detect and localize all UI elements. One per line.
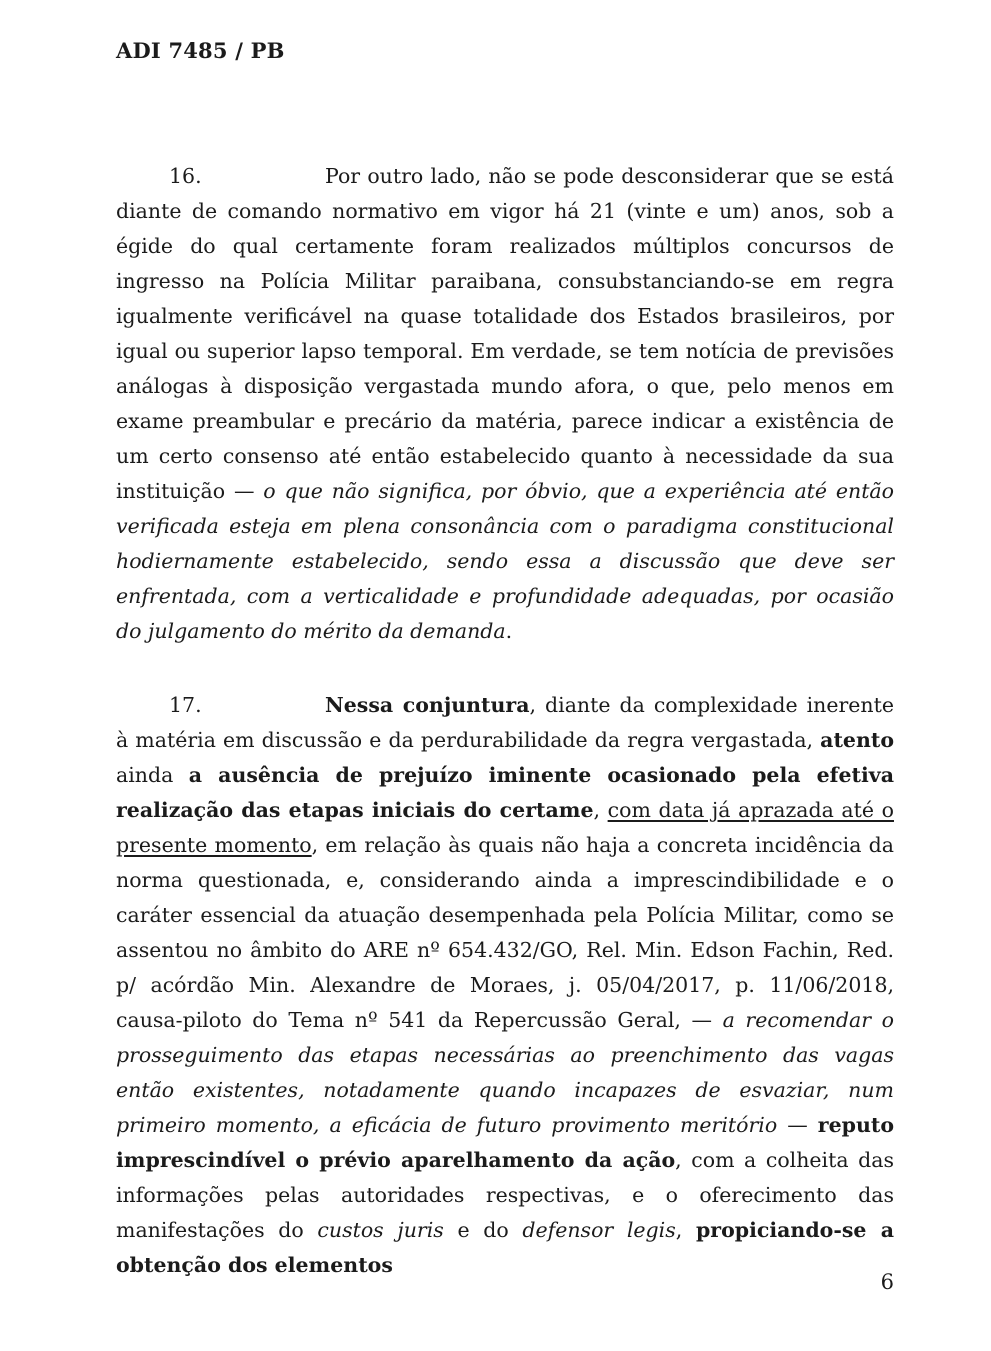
bold-text: propiciando-se a obtenção dos elementos [116, 1218, 895, 1277]
paragraph-text: — [777, 1113, 818, 1137]
bold-text: a ausência de prejuízo iminente ocasionado pela efetiva realização das etapas iniciais do certame [116, 763, 894, 822]
bold-text: Nessa conjuntura [325, 693, 530, 717]
bold-text: atento [820, 728, 894, 752]
paragraph-text: ainda [116, 763, 189, 787]
paragraph-16 [116, 159, 894, 649]
paragraph-text: Por outro lado, não se pode desconsiderar que se está diante de comando normativo em vigor há 21 (vinte e um) anos, sob a égide do qual certamente foram realizados múltiplos concursos de ingresso na Polícia Militar paraibana, consubstanciando-se em regra igualmente verificável na quase totalidade dos Estados brasileiros, por igual ou superior lapso temporal. Em verdade, se tem notícia de previsões análogas à disposição vergastada mundo afora, o que, pelo menos em exame preambular e precário da matéria, parece indicar a existência de um certo consenso até então estabelecido quanto à necessidade da sua instituição — [116, 164, 894, 503]
italic-text: o que não significa, por óbvio, que a experiência até então verificada esteja em plena consonância com o paradigma constitucional hodiernamente estabelecido, sendo essa a discussão que deve ser enfrentada, com a verticalidade e profundidade adequadas, por ocasião do julgamento do mérito da demanda [116, 479, 894, 643]
underlined-text: com data já aprazada até o presente momento [116, 798, 894, 857]
page-number: 6 [880, 1270, 894, 1294]
paragraph-text: e do [443, 1218, 523, 1242]
paragraph-text: , [593, 798, 608, 822]
paragraph-text: , [675, 1218, 696, 1242]
italic-text: a recomendar o prosseguimento das etapas necessárias ao preenchimento das vagas então existentes, notadamente quando incapazes de esvaziar, num primeiro momento, a eficácia de futuro provimento meritório [116, 1008, 895, 1137]
paragraph-text: , com a colheita das informações pelas autoridades respectivas, e o oferecimento das manifestações do [116, 1148, 894, 1242]
italic-text: defensor legis [522, 1218, 676, 1242]
paragraph-text: , em relação às quais não haja a concreta incidência da norma questionada, e, considerando ainda a imprescindibilidade e o caráter essencial da atuação desempenhada pela Polícia Militar, como se assentou no âmbito do ARE nº 654.432/GO, Rel. Min. Edson Fachin, Red. p/ acórdão Min. Alexandre de Moraes, j. 05/04/2017, p. 11/06/2018, causa-piloto do Tema nº 541 da Repercussão Geral, — [116, 833, 894, 1032]
paragraph-number: 16. [169, 164, 202, 188]
paragraph-17 [116, 688, 894, 1283]
paragraph-text: , diante da complexidade inerente à matéria em discussão e da perdurabilidade da regra vergastada, [116, 693, 895, 752]
paragraph-number: 17. [169, 693, 202, 717]
bold-text: reputo imprescindível o prévio aparelhamento da ação [116, 1113, 894, 1172]
italic-text: custos juris [317, 1218, 444, 1242]
document-id-header: ADI 7485 / PB [116, 38, 285, 63]
paragraph-text: . [505, 619, 513, 643]
